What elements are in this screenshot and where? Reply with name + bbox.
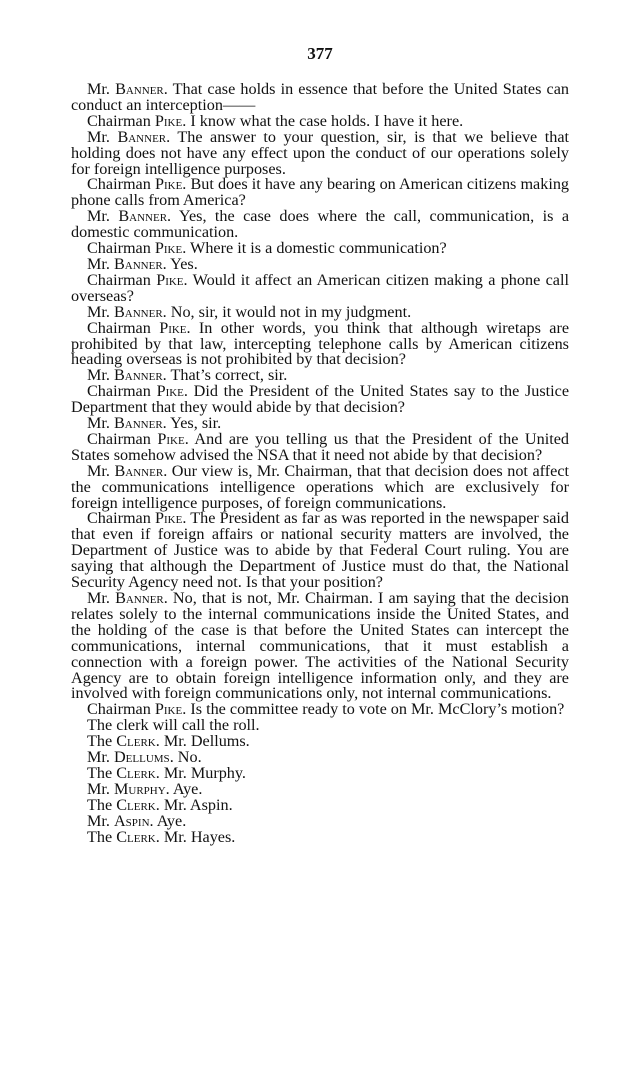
speaker-title: Chairman (87, 239, 151, 258)
speaker-name: Clerk (116, 763, 156, 782)
transcript-paragraph: Mr. Dellums. No. (87, 748, 202, 767)
speaker-title: Mr. (87, 207, 110, 226)
speaker-title: Mr. (87, 127, 110, 146)
speaker-name: Clerk (116, 795, 156, 814)
transcript-paragraph: Chairman Pike. Where it is a domestic communication? (87, 239, 447, 258)
transcript-paragraph: Mr. Banner. Yes. (87, 254, 198, 273)
speaker-name: Pike (156, 382, 184, 401)
speaker-name: Banner (113, 302, 163, 321)
transcript-paragraph: Mr. Banner. No, sir, it would not in my judgment. (87, 302, 412, 321)
speaker-title: Mr. (87, 80, 110, 98)
speaker-title: Mr. (87, 302, 110, 321)
speaker-title: Mr. (87, 589, 110, 607)
utterance-text: I know what the case holds. I have it here. (190, 111, 464, 130)
speaker-name: Pike (154, 700, 183, 719)
speaker-name: Pike (154, 111, 183, 130)
speaker-title: Chairman (87, 111, 151, 130)
speaker-name: Pike (154, 175, 183, 194)
transcript-paragraph: Chairman Pike. Would it affect an American citizen making a phone call overseas? (71, 270, 569, 305)
utterance-text: No, that is not, Mr. Chairman. I am saying that the decision relates solely to the internal communications inside the United States, and the holding of the case is that before the United States can intercept the communications, internal communications, that it must establish a connection with a foreign power. The activities of the National Security Agency are to obtain foreign intelligence information only, and they are involved with foreign communications only, not internal communications. (71, 589, 570, 703)
speaker-title: Chairman (87, 509, 151, 528)
speaker-title: The (87, 732, 113, 751)
transcript-paragraph: The Clerk. Mr. Aspin. (87, 795, 233, 814)
speaker-name: Clerk (116, 827, 156, 846)
speaker-name: Pike (159, 318, 187, 337)
utterance-text: The President as far as was reported in the newspaper said that even if foreign affairs or national security matters are involved, the Department of Justice was to abide by that Federal Court ruling. You are saying that although the Department of Justice must do that, the National Security Agency need not. Is that your position? (71, 509, 570, 592)
transcript-paragraph: Mr. Banner. That case holds in essence that before the United States can conduct an interception—— (71, 80, 569, 114)
speaker-name: Aspin (113, 811, 150, 830)
utterance-text: In other words, you think that although wiretaps are prohibited by that law, intercepting telephone calls by American citizens heading overseas is not prohibited by that decision? (71, 318, 570, 369)
transcript-paragraph: The Clerk. Mr. Dellums. (87, 732, 250, 751)
speaker-title: Mr. (87, 748, 110, 767)
utterance-text: Would it affect an American citizen making a phone call overseas? (71, 270, 569, 305)
transcript-paragraph: Chairman Pike. In other words, you think that although wiretaps are prohibited by that law, intercepting telephone calls by American citizens heading overseas is not prohibited by that decision? (71, 318, 570, 369)
speaker-title: Mr. (87, 461, 110, 480)
transcript-paragraph: Mr. Murphy. Aye. (87, 779, 203, 798)
speaker-name: Banner (115, 80, 164, 98)
speaker-name: Banner (118, 207, 168, 226)
speaker-name: Banner (113, 366, 163, 385)
transcript-paragraph: The Clerk. Mr. Murphy. (87, 763, 246, 782)
transcript-paragraph: Chairman Pike. Is the committee ready to vote on Mr. McClory’s motion? (87, 700, 565, 719)
transcript-paragraph: Chairman Pike. Did the President of the United States say to the Justice Department that they would abide by that decision? (71, 382, 570, 417)
utterance-text: Did the President of the United States say to the Justice Department that they would abide by that decision? (71, 382, 570, 417)
utterance-text: Yes. (170, 254, 198, 273)
transcript-paragraph: Mr. Banner. That’s correct, sir. (87, 366, 288, 385)
speaker-title: Mr. (87, 254, 110, 273)
utterance-text: Is the committee ready to vote on Mr. McClory’s motion? (190, 700, 565, 719)
utterance-text: Mr. Aspin. (163, 795, 233, 814)
speaker-name: Banner (117, 127, 167, 146)
utterance-text: The clerk will call the roll. (87, 716, 260, 735)
utterance-text: Yes, the case does where the call, communication, is a domestic communication. (71, 207, 570, 242)
speaker-title: Mr. (87, 811, 110, 830)
utterance-text: Our view is, Mr. Chairman, that that decision does not affect the communications intelligence operations which are exclusively for foreign intelligence purposes, of foreign communications. (71, 461, 570, 512)
speaker-title: Mr. (87, 414, 110, 433)
transcript-paragraph: Mr. Banner. The answer to your question, sir, is that we believe that holding does not have any effect upon the conduct of our operations solely for foreign intelligence purposes. (71, 127, 569, 178)
transcript-paragraph: The Clerk. Mr. Hayes. (87, 827, 236, 846)
speaker-name: Pike (155, 509, 183, 528)
speaker-title: Chairman (87, 270, 151, 289)
speaker-title: The (87, 795, 113, 814)
utterance-text: No, sir, it would not in my judgment. (170, 302, 412, 321)
utterance-text: Yes, sir. (170, 414, 222, 433)
speaker-name: Banner (113, 254, 163, 273)
utterance-text: No. (177, 748, 202, 767)
speaker-title: Mr. (87, 779, 110, 798)
utterance-text: That case holds in essence that before the United States can conduct an interception—— (71, 80, 569, 114)
transcript-paragraph: Mr. Banner. Yes, the case does where the call, communication, is a domestic communication. (71, 207, 570, 242)
speaker-name: Pike (156, 270, 184, 289)
speaker-title: Chairman (87, 318, 151, 337)
utterance-text: And are you telling us that the President of the United States somehow advised the NSA that it need not abide by that decision? (71, 429, 569, 464)
utterance-text: Mr. Hayes. (163, 827, 236, 846)
speaker-title: The (87, 827, 113, 846)
transcript-paragraph: Chairman Pike. The President as far as was reported in the newspaper said that even if foreign affairs or national security matters are involved, the Department of Justice was to abide by that Federal Court ruling. You are saying that although the Department of Justice must do that, the National Security Agency need not. Is that your position? (71, 509, 570, 592)
speaker-name: Murphy (113, 779, 166, 798)
utterance-text: But does it have any bearing on American citizens making phone calls from America? (71, 175, 570, 210)
speaker-name: Banner (114, 461, 164, 480)
utterance-text: Mr. Dellums. (163, 732, 250, 751)
speaker-name: Banner (115, 589, 164, 607)
speaker-name: Pike (154, 239, 183, 258)
speaker-title: Chairman (87, 429, 151, 448)
utterance-text: Mr. Murphy. (163, 763, 246, 782)
transcript-body (71, 82, 569, 846)
utterance-text: Aye. (172, 779, 203, 798)
speaker-name: Dellums (113, 748, 170, 767)
speaker-title: Mr. (87, 366, 110, 385)
transcript-paragraph: Chairman Pike. I know what the case holds. I have it here. (87, 111, 464, 130)
speaker-title: Chairman (87, 700, 151, 719)
transcript-paragraph: Mr. Banner. No, that is not, Mr. Chairman. I am saying that the decision relates solely to the internal communications inside the United States, and the holding of the case is that before the United States can intercept the communications, internal communications, that it must establish a connection with a foreign power. The activities of the National Security Agency are to obtain foreign intelligence information only, and they are involved with foreign communications only, not internal communications. (71, 589, 570, 703)
speaker-title: Chairman (87, 382, 151, 401)
page-number: 377 (307, 44, 333, 63)
speaker-name: Banner (113, 414, 163, 433)
transcript-paragraph: Chairman Pike. And are you telling us that the President of the United States somehow advised the NSA that it need not abide by that decision? (71, 429, 569, 464)
utterance-text: The answer to your question, sir, is that we believe that holding does not have any effect upon the conduct of our operations solely for foreign intelligence purposes. (71, 127, 569, 178)
speaker-title: The (87, 763, 113, 782)
speaker-name: Pike (157, 429, 185, 448)
transcript-paragraph: Mr. Banner. Yes, sir. (87, 414, 222, 433)
transcript-paragraph: Mr. Banner. Our view is, Mr. Chairman, that that decision does not affect the communications intelligence operations which are exclusively for foreign intelligence purposes, of foreign communications. (71, 461, 570, 512)
transcript-paragraph: Chairman Pike. But does it have any bearing on American citizens making phone calls from America? (71, 175, 570, 210)
speaker-title: Chairman (87, 175, 151, 194)
utterance-text: That’s correct, sir. (170, 366, 288, 385)
transcript-paragraph: Mr. Aspin. Aye. (87, 811, 187, 830)
utterance-text: Where it is a domestic communication? (190, 239, 447, 258)
utterance-text: Aye. (156, 811, 187, 830)
speaker-name: Clerk (116, 732, 156, 751)
